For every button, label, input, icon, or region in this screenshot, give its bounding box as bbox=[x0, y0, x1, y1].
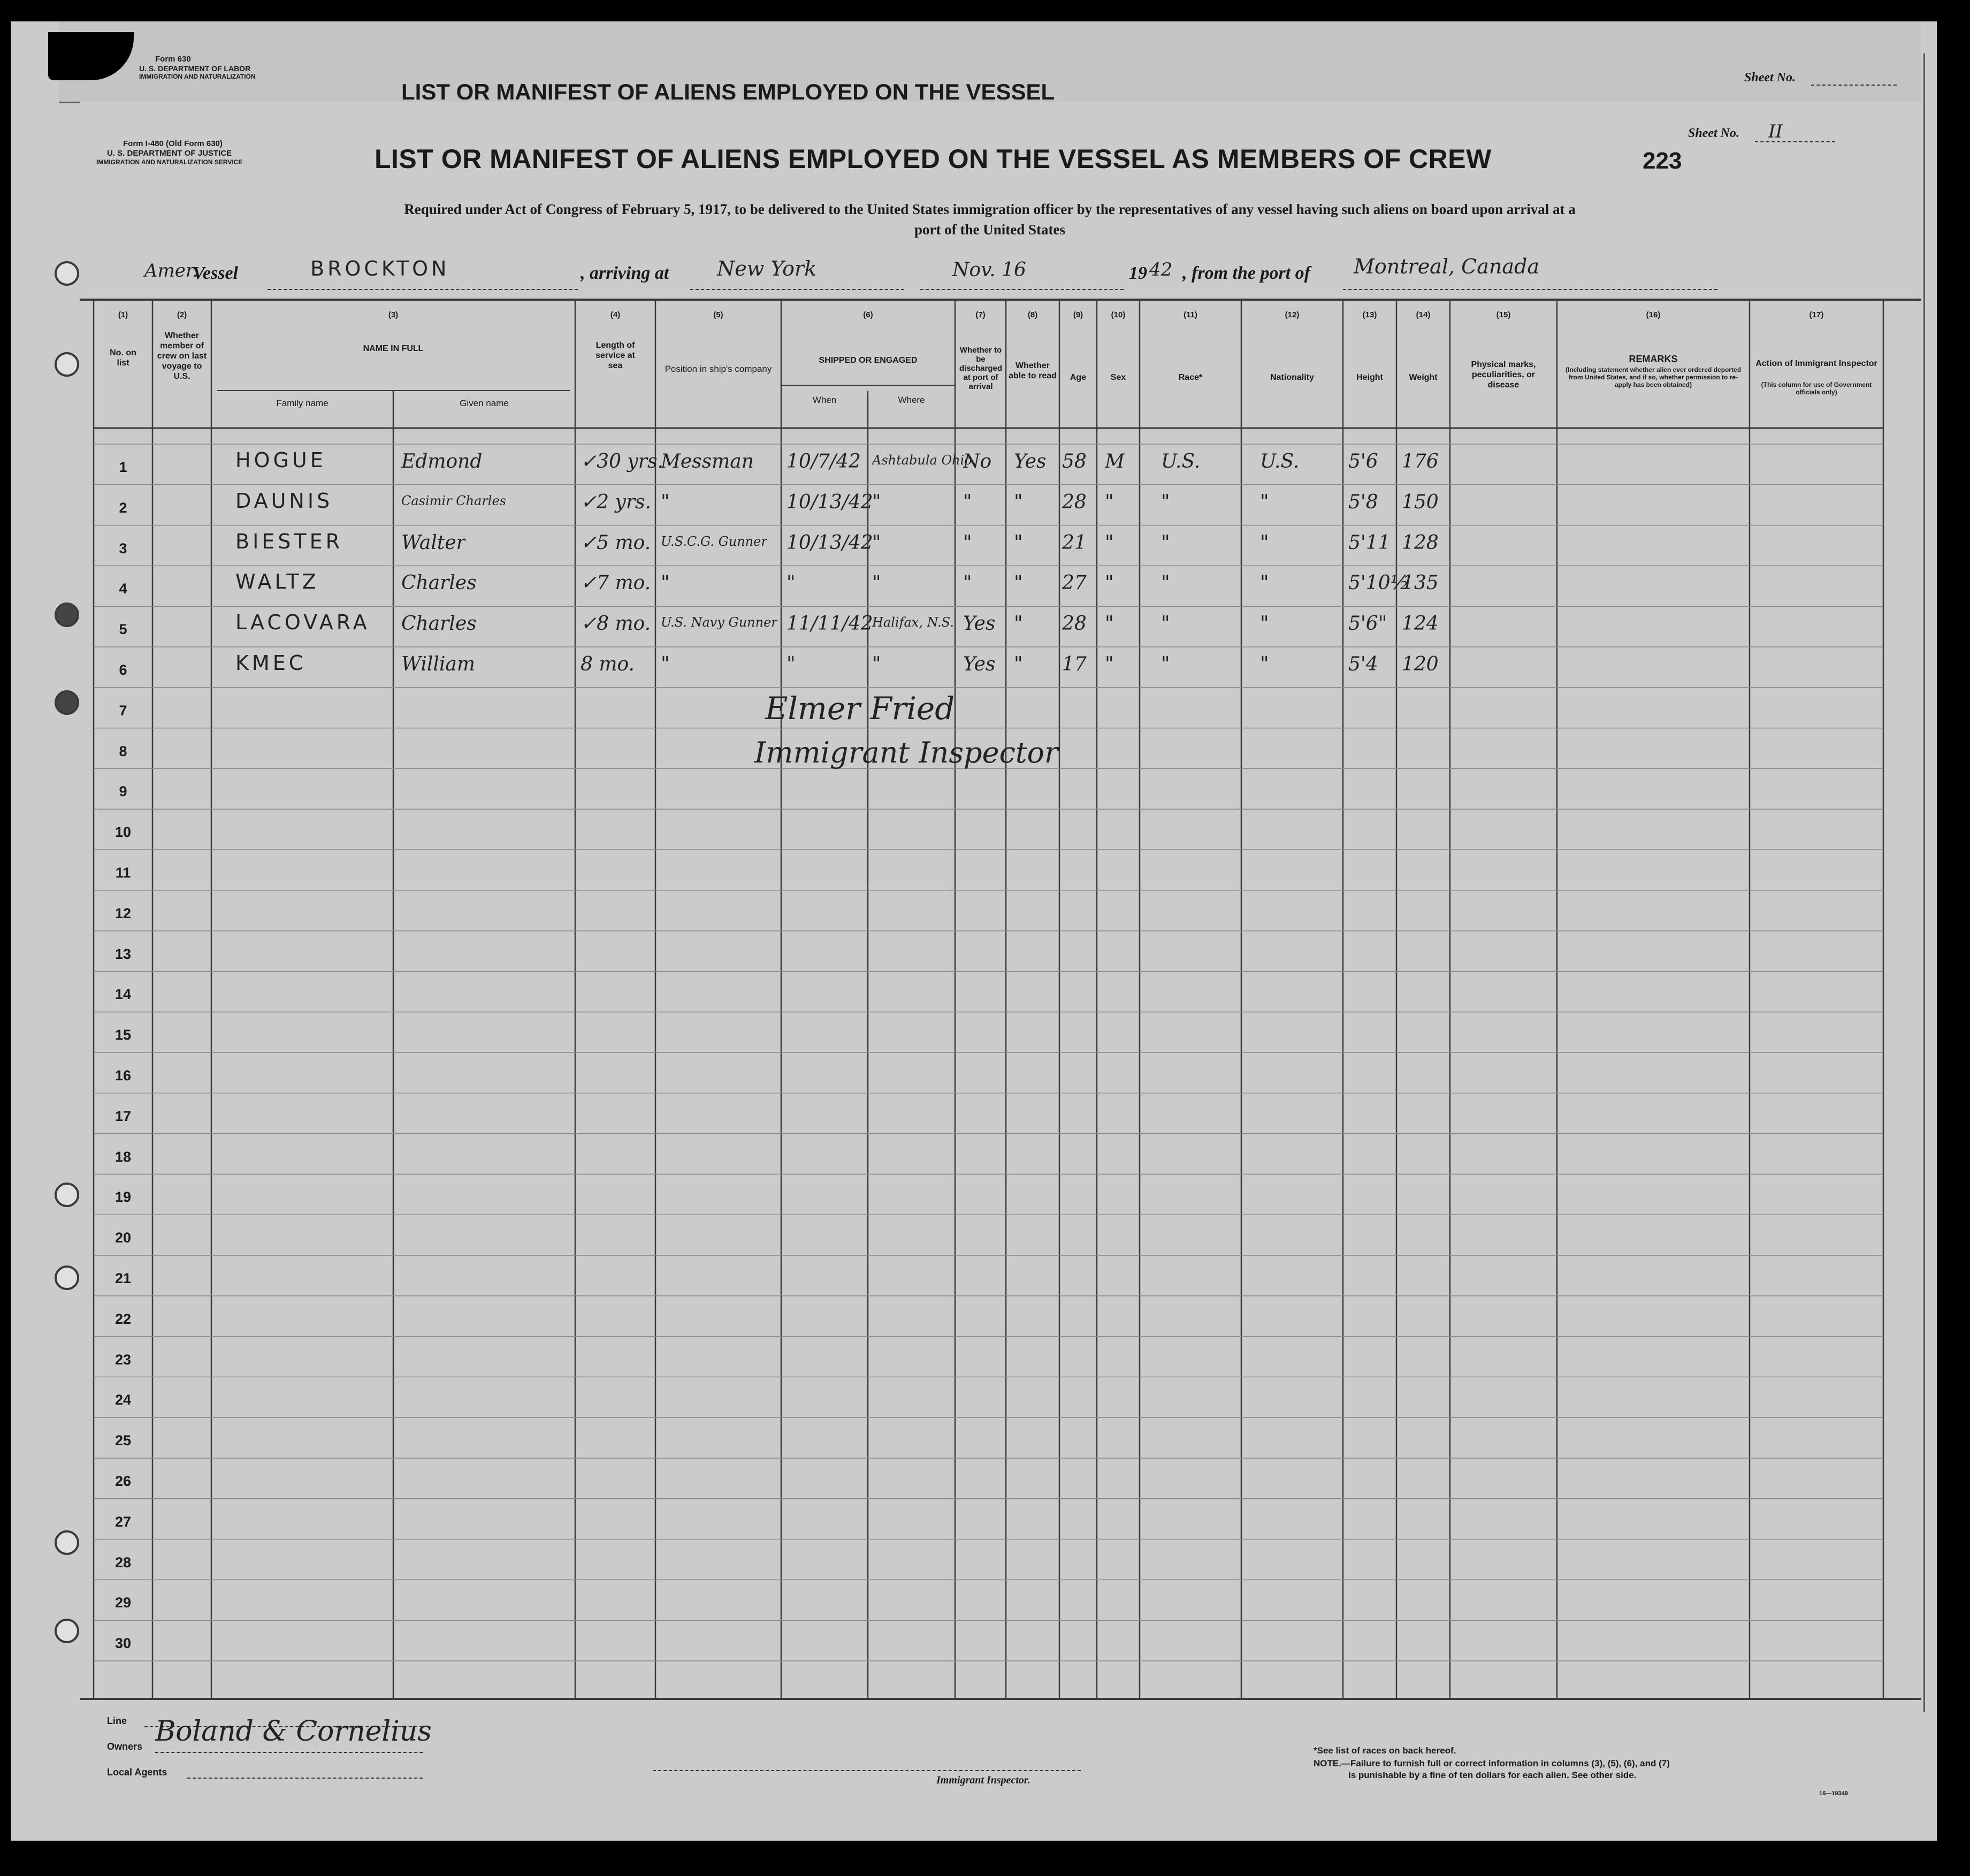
row-number: 15 bbox=[114, 1027, 132, 1043]
col-num-13: (13) bbox=[1362, 310, 1377, 319]
manifest-number: 223 bbox=[1643, 148, 1682, 174]
col-num-10: (10) bbox=[1111, 310, 1126, 319]
row-number: 19 bbox=[114, 1189, 132, 1206]
row-number: 10 bbox=[114, 824, 132, 841]
col-head-service: Length of service at sea bbox=[595, 341, 635, 370]
row-number: 9 bbox=[119, 783, 127, 800]
col-head-last-voyage: Whether member of crew on last voyage to U.S. bbox=[157, 331, 207, 381]
col-num-16: (16) bbox=[1646, 310, 1661, 319]
entry-discharge: Yes bbox=[963, 653, 996, 675]
entry-height: 5'4 bbox=[1348, 653, 1378, 675]
row-number: 11 bbox=[115, 865, 131, 881]
entry-position: Messman bbox=[661, 451, 754, 472]
year-hand: 42 bbox=[1149, 259, 1173, 280]
sheet-edge bbox=[1923, 54, 1925, 1712]
entry-sex: " bbox=[1105, 613, 1114, 635]
inspector-signature-title: Immigrant Inspector bbox=[754, 736, 1058, 769]
entry-height: 5'11 bbox=[1348, 531, 1391, 554]
entry-weight: 124 bbox=[1402, 613, 1439, 635]
entry-nationality: " bbox=[1260, 491, 1269, 513]
entry-shipped-where: Halifax, N.S. bbox=[872, 615, 954, 630]
entry-family-name: LACOVARA bbox=[235, 611, 370, 635]
entry-shipped-where: " bbox=[872, 491, 881, 513]
col-num-1: (1) bbox=[118, 310, 128, 319]
entry-family-name: HOGUE bbox=[235, 448, 326, 472]
entry-given-name: Charles bbox=[401, 572, 477, 594]
entry-given-name: William bbox=[401, 653, 476, 675]
from-label: , from the port of bbox=[1182, 263, 1310, 283]
row-number: 7 bbox=[119, 702, 127, 719]
entry-discharge: " bbox=[963, 531, 972, 554]
col-head-when: When bbox=[812, 395, 837, 405]
row-number: 6 bbox=[119, 662, 127, 678]
entry-position: U.S. Navy Gunner bbox=[661, 615, 777, 630]
entry-discharge: " bbox=[963, 572, 972, 594]
entry-able-to-read: " bbox=[1014, 572, 1023, 594]
entry-shipped-where: " bbox=[872, 653, 881, 675]
entry-height: 5'6" bbox=[1348, 613, 1387, 635]
entry-shipped-where: Ashtabula Ohio bbox=[872, 453, 972, 468]
entry-family-name: WALTZ bbox=[235, 570, 319, 594]
row-number: 30 bbox=[114, 1635, 132, 1652]
entry-weight: 176 bbox=[1402, 451, 1439, 472]
race-note: *See list of races on back hereof. bbox=[1314, 1745, 1456, 1756]
behind-service: IMMIGRATION AND NATURALIZATION bbox=[139, 73, 256, 80]
arrival-port: New York bbox=[717, 257, 817, 280]
entry-shipped-when: 11/11/42 bbox=[787, 613, 873, 635]
row-number: 29 bbox=[114, 1595, 132, 1611]
entry-discharge: Yes bbox=[963, 613, 996, 635]
owners-label: Owners bbox=[107, 1741, 143, 1752]
col-head-remarks: REMARKS bbox=[1629, 354, 1678, 364]
col-num-3: (3) bbox=[388, 310, 399, 319]
row-number: 4 bbox=[119, 581, 127, 597]
col-num-11: (11) bbox=[1183, 310, 1197, 319]
entry-weight: 120 bbox=[1402, 653, 1439, 675]
form-number: Form I-480 (Old Form 630) bbox=[123, 139, 223, 148]
col-head-no-on-list: No. on list bbox=[110, 348, 136, 368]
entry-able-to-read: " bbox=[1014, 613, 1023, 635]
col-head-race: Race* bbox=[1178, 373, 1203, 382]
entry-age: 28 bbox=[1062, 613, 1087, 635]
local-agents-label: Local Agents bbox=[107, 1767, 167, 1778]
row-number: 28 bbox=[114, 1554, 132, 1570]
entry-position: " bbox=[661, 653, 670, 675]
entry-nationality: " bbox=[1260, 572, 1269, 594]
entry-given-name: Walter bbox=[401, 531, 465, 554]
vessel-label: Vessel bbox=[193, 263, 238, 283]
row-number: 21 bbox=[114, 1270, 132, 1286]
entry-given-name: Casimir Charles bbox=[401, 493, 506, 508]
col-head-age: Age bbox=[1070, 373, 1087, 382]
entry-family-name: BIESTER bbox=[235, 529, 343, 553]
entry-sex: " bbox=[1105, 531, 1114, 554]
departure-port: Montreal, Canada bbox=[1354, 255, 1539, 278]
col-head-read: Whether able to read bbox=[1009, 361, 1057, 380]
entry-shipped-where: " bbox=[872, 531, 881, 554]
entry-position: " bbox=[661, 572, 670, 594]
sheet-value: II bbox=[1768, 121, 1783, 142]
row-number: 27 bbox=[114, 1513, 132, 1530]
entry-age: 27 bbox=[1062, 572, 1087, 594]
year-printed: 19 bbox=[1129, 263, 1147, 283]
page-title: LIST OR MANIFEST OF ALIENS EMPLOYED ON THE VESSEL AS MEMBERS OF CREW bbox=[375, 144, 1492, 174]
entry-able-to-read: " bbox=[1014, 653, 1023, 675]
form-dept: U. S. DEPARTMENT OF JUSTICE bbox=[107, 149, 232, 158]
row-number: 18 bbox=[114, 1148, 132, 1165]
entry-service-length: ✓30 yrs. bbox=[581, 451, 663, 472]
col-head-sex: Sex bbox=[1110, 373, 1126, 382]
inspector-label: Immigrant Inspector. bbox=[936, 1774, 1030, 1786]
entry-race: " bbox=[1161, 572, 1170, 594]
behind-sheet-label: Sheet No. bbox=[1744, 71, 1796, 85]
col-head-family-name: Family name bbox=[276, 398, 329, 408]
owners-value: Boland & Cornelius bbox=[155, 1715, 432, 1748]
behind-dept: U. S. DEPARTMENT OF LABOR bbox=[139, 64, 251, 73]
entry-age: 28 bbox=[1062, 491, 1087, 513]
col-head-action: Action of Immigrant Inspector bbox=[1755, 359, 1877, 368]
agents-underline bbox=[187, 1778, 423, 1779]
entry-race: " bbox=[1161, 491, 1170, 513]
col-num-12: (12) bbox=[1285, 310, 1300, 319]
entry-service-length: ✓8 mo. bbox=[581, 613, 651, 635]
entry-shipped-where: " bbox=[872, 572, 881, 594]
entry-service-length: 8 mo. bbox=[581, 653, 635, 675]
entry-discharge: " bbox=[963, 491, 972, 513]
col-head-shipped: SHIPPED OR ENGAGED bbox=[819, 356, 918, 365]
entry-height: 5'8 bbox=[1348, 491, 1378, 513]
col-num-14: (14) bbox=[1416, 310, 1431, 319]
entry-family-name: KMEC bbox=[235, 651, 307, 675]
entry-race: " bbox=[1161, 613, 1170, 635]
subtitle-line-1: Required under Act of Congress of February 5, 1917, to be delivered to the United States immigration officer by the representatives of any vessel having such aliens on board upon arrival at a bbox=[404, 201, 1576, 217]
form-service: IMMIGRATION AND NATURALIZATION SERVICE bbox=[96, 158, 243, 166]
row-number: 23 bbox=[114, 1351, 132, 1368]
col-head-remarks-note: (Including statement whether alien ever ordered deported from United States, and if so, whether permission to re-apply has been obtained) bbox=[1565, 366, 1742, 388]
row-number: 20 bbox=[114, 1230, 132, 1246]
vessel-prefix: Amer. bbox=[144, 260, 198, 281]
inspector-signature: Elmer Fried bbox=[765, 690, 955, 727]
entry-height: 5'6 bbox=[1348, 451, 1378, 472]
col-num-2: (2) bbox=[177, 310, 187, 319]
penalty-note-1: NOTE.—Failure to furnish full or correct information in columns (3), (5), (6), and (7) bbox=[1314, 1758, 1670, 1768]
entry-given-name: Charles bbox=[401, 613, 477, 635]
entry-able-to-read: " bbox=[1014, 491, 1023, 513]
entry-able-to-read: Yes bbox=[1014, 451, 1047, 472]
row-number: 14 bbox=[114, 986, 132, 1003]
arrival-date: Nov. 16 bbox=[952, 259, 1026, 281]
entry-able-to-read: " bbox=[1014, 531, 1023, 554]
sheet-label: Sheet No. bbox=[1688, 126, 1739, 140]
col-head-position: Position in ship's company bbox=[665, 364, 772, 374]
entry-weight: 150 bbox=[1402, 491, 1439, 513]
manifest-grid bbox=[11, 21, 1937, 1841]
entry-service-length: ✓2 yrs. bbox=[581, 491, 651, 513]
entry-position: " bbox=[661, 491, 670, 513]
col-head-where: Where bbox=[898, 395, 925, 405]
entry-age: 17 bbox=[1062, 653, 1087, 675]
entry-sex: " bbox=[1105, 653, 1114, 675]
entry-service-length: ✓7 mo. bbox=[581, 572, 651, 594]
entry-race: U.S. bbox=[1161, 451, 1201, 472]
vessel-name: BROCKTON bbox=[310, 257, 450, 280]
row-number: 22 bbox=[114, 1310, 132, 1327]
col-num-8: (8) bbox=[1027, 310, 1038, 319]
entry-height: 5'10½ bbox=[1348, 572, 1409, 594]
entry-sex: M bbox=[1105, 451, 1125, 472]
row-number: 25 bbox=[114, 1432, 132, 1449]
col-num-7: (7) bbox=[975, 310, 986, 319]
line-label: Line bbox=[107, 1715, 127, 1726]
col-head-physical: Physical marks, peculiarities, or disease bbox=[1471, 360, 1536, 390]
entry-shipped-when: " bbox=[787, 653, 796, 675]
entry-shipped-when: 10/13/42 bbox=[787, 491, 873, 513]
col-num-15: (15) bbox=[1496, 310, 1511, 319]
print-code: 16—19349 bbox=[1819, 1790, 1848, 1797]
penalty-note-2: is punishable by a fine of ten dollars for each alien. See other side. bbox=[1348, 1770, 1637, 1780]
behind-title: LIST OR MANIFEST OF ALIENS EMPLOYED ON THE VESSEL bbox=[401, 79, 1055, 100]
col-head-given-name: Given name bbox=[460, 398, 509, 408]
col-head-nationality: Nationality bbox=[1270, 373, 1314, 382]
col-num-4: (4) bbox=[610, 310, 621, 319]
col-head-discharge: Whether to be discharged at port of arrival bbox=[959, 346, 1003, 391]
entry-shipped-when: 10/13/42 bbox=[787, 531, 873, 554]
row-number: 12 bbox=[114, 905, 132, 921]
entry-shipped-when: 10/7/42 bbox=[787, 451, 861, 472]
manifest-sheet bbox=[11, 21, 1937, 1841]
behind-form-number: Form 630 bbox=[155, 55, 191, 64]
entry-service-length: ✓5 mo. bbox=[581, 531, 651, 554]
entry-position: U.S.C.G. Gunner bbox=[661, 533, 767, 549]
entry-race: " bbox=[1161, 531, 1170, 554]
col-head-action-note: (This column for use of Government officials only) bbox=[1761, 381, 1872, 396]
row-number: 26 bbox=[114, 1473, 132, 1489]
entry-family-name: DAUNIS bbox=[235, 489, 333, 513]
col-head-height: Height bbox=[1356, 373, 1383, 382]
col-head-name-in-full: NAME IN FULL bbox=[363, 344, 424, 353]
entry-weight: 128 bbox=[1402, 531, 1439, 554]
entry-age: 21 bbox=[1062, 531, 1087, 554]
row-number: 8 bbox=[119, 743, 127, 759]
inspector-underline bbox=[653, 1770, 1081, 1771]
entry-race: " bbox=[1161, 653, 1170, 675]
entry-weight: 135 bbox=[1402, 572, 1439, 594]
row-number: 2 bbox=[119, 499, 127, 516]
row-number: 1 bbox=[119, 459, 127, 475]
entry-given-name: Edmond bbox=[401, 451, 483, 472]
row-number: 5 bbox=[119, 621, 127, 638]
entry-sex: " bbox=[1105, 572, 1114, 594]
entry-nationality: " bbox=[1260, 531, 1269, 554]
entry-sex: " bbox=[1105, 491, 1114, 513]
entry-nationality: U.S. bbox=[1260, 451, 1300, 472]
entry-shipped-when: " bbox=[787, 572, 796, 594]
entry-discharge: No bbox=[963, 451, 992, 472]
col-num-9: (9) bbox=[1073, 310, 1083, 319]
subtitle-line-2: port of the United States bbox=[914, 222, 1065, 238]
entry-nationality: " bbox=[1260, 653, 1269, 675]
col-num-17: (17) bbox=[1809, 310, 1824, 319]
col-head-weight: Weight bbox=[1409, 373, 1438, 382]
col-num-5: (5) bbox=[713, 310, 723, 319]
row-number: 13 bbox=[114, 945, 132, 962]
entry-age: 58 bbox=[1062, 451, 1087, 472]
col-num-6: (6) bbox=[863, 310, 873, 319]
row-number: 17 bbox=[114, 1108, 132, 1124]
row-number: 3 bbox=[119, 540, 127, 556]
owners-underline bbox=[155, 1752, 423, 1753]
arriving-label: , arriving at bbox=[581, 263, 669, 283]
row-number: 16 bbox=[114, 1067, 132, 1084]
entry-nationality: " bbox=[1260, 613, 1269, 635]
row-number: 24 bbox=[114, 1392, 132, 1408]
